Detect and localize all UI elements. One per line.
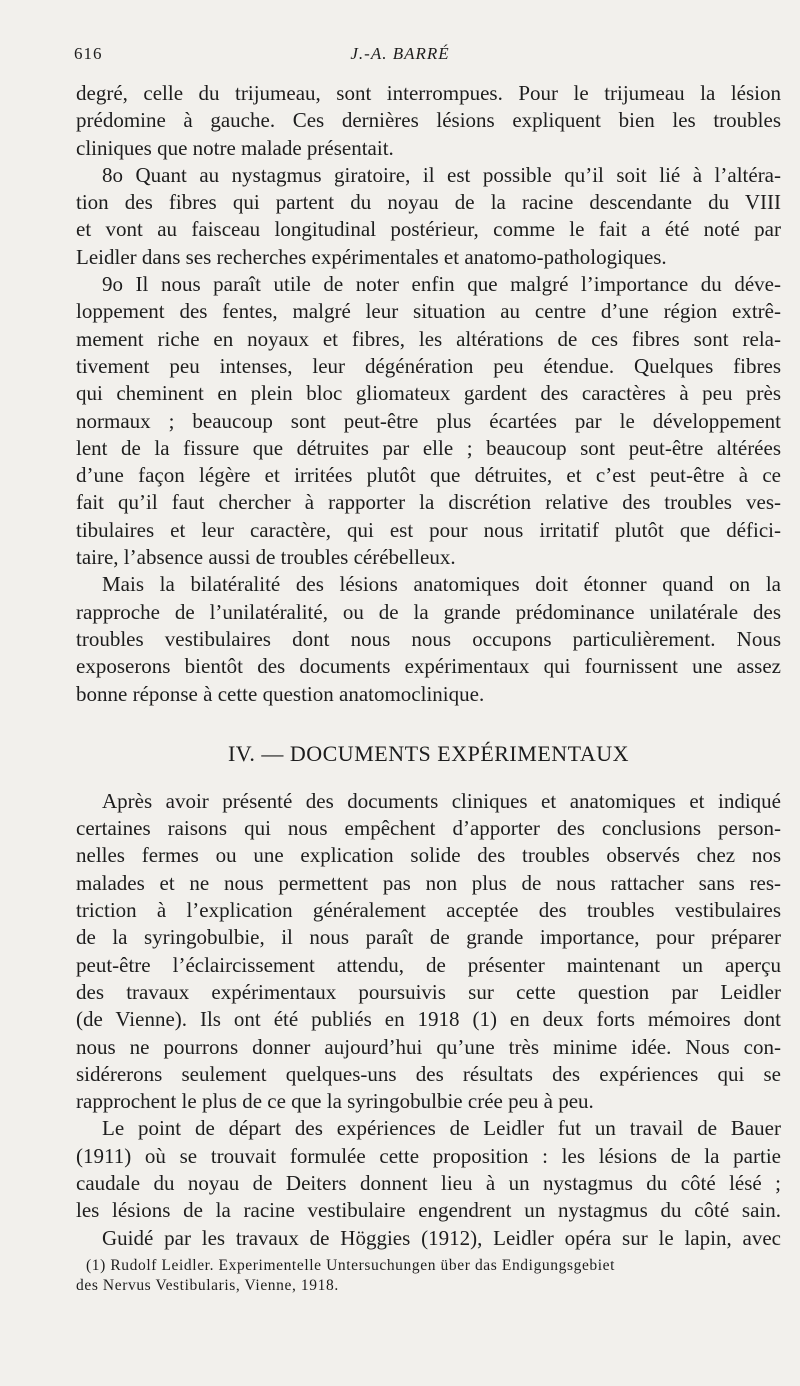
footnote-line: des Nervus Vestibularis, Vienne, 1918. [76, 1277, 339, 1294]
text-line: des travaux expérimentaux poursuivis sur cette question par Leidler [76, 979, 781, 1004]
text-line: Le point de départ des expériences de Leidler fut un travail de Bauer [102, 1116, 781, 1141]
text-line: tivement peu intenses, leur dégénération peu étendue. Quelques fibres [76, 353, 781, 378]
text-line: certaines raisons qui nous empêchent d’apporter des conclusions person- [76, 816, 781, 841]
text-line: Mais la bilatéralité des lésions anatomiques doit étonner quand on la [102, 572, 781, 597]
text-line: (1911) où se trouvait formulée cette proposition : les lésions de la partie [76, 1143, 781, 1168]
text-line: qui cheminent en plein bloc gliomateux gardent des caractères à peu près [76, 381, 781, 406]
text-line: (de Vienne). Ils ont été publiés en 1918 (1) en deux forts mémoires dont [76, 1007, 781, 1032]
text-line: taire, l’absence aussi de troubles cérébelleux. [76, 545, 456, 570]
text-line: caudale du noyau de Deiters donnent lieu à un nystagmus du côté lésé ; [76, 1170, 781, 1195]
text-line: de la syringobulbie, il nous paraît de grande importance, pour préparer [76, 925, 781, 950]
text-line: Leidler dans ses recherches expérimentales et anatomo-pathologiques. [76, 244, 667, 269]
text-line: peut-être l’éclaircissement attendu, de présenter maintenant un aperçu [76, 952, 781, 977]
text-line: 8o Quant au nystagmus giratoire, il est possible qu’il soit lié à l’altéra- [102, 162, 781, 187]
text-line: nous ne pourrons donner aujourd’hui qu’une très minime idée. Nous con- [76, 1034, 781, 1059]
text-line: 9o Il nous paraît utile de noter enfin que malgré l’importance du déve- [102, 272, 781, 297]
footnote-line: (1) Rudolf Leidler. Experimentelle Untersuchungen über das Endigungsgebiet [86, 1257, 616, 1274]
text-line: exposerons bientôt des documents expérimentaux qui fournissent une assez [76, 654, 781, 679]
body-text [76, 80, 781, 1252]
paragraph-7 [76, 1225, 781, 1252]
text-line: loppement des fentes, malgré leur situation au centre d’une région extrê- [76, 299, 781, 324]
text-line: fait qu’il faut chercher à rapporter la discrétion relative des troubles ves- [76, 490, 781, 515]
paragraph-4 [76, 571, 781, 707]
text-line: normaux ; beaucoup sont peut-être plus écartées par le développement [76, 408, 781, 433]
text-line: triction à l’explication généralement acceptée des troubles vestibulaires [76, 898, 781, 923]
footnote [76, 1256, 781, 1296]
paragraph-1 [76, 80, 781, 162]
text-line: tibulaires et leur caractère, qui est pour nous irritatif plutôt que défici- [76, 517, 781, 542]
paragraph-5 [76, 788, 781, 1116]
text-line: d’une façon légère et irritées plutôt que détruites, et c’est peut-être à ce [76, 463, 781, 488]
text-line: rapprochent le plus de ce que la syringobulbie crée peu à peu. [76, 1089, 594, 1114]
text-line: lent de la fissure que détruites par elle ; beaucoup sont peut-être altérées [76, 435, 781, 460]
paragraph-2 [76, 162, 781, 271]
text-line: mement riche en noyaux et fibres, les altérations de ces fibres sont rela- [76, 326, 781, 351]
text-line: rapproche de l’unilatéralité, ou de la grande prédominance unilatérale des [76, 599, 781, 624]
text-line: et vont au faisceau longitudinal postérieur, comme le fait a été noté par [76, 217, 781, 242]
text-line: Guidé par les travaux de Höggies (1912), Leidler opéra sur le lapin, avec [102, 1225, 781, 1250]
paragraph-6 [76, 1115, 781, 1224]
text-line: troubles vestibulaires dont nous nous occupons particulièrement. Nous [76, 626, 781, 651]
text-line: les lésions de la racine vestibulaire engendrent un nystagmus du côté sain. [76, 1198, 781, 1223]
text-line: bonne réponse à cette question anatomoclinique. [76, 681, 485, 706]
paragraph-3 [76, 271, 781, 571]
running-head: J.-A. BARRÉ [350, 44, 450, 63]
section-title: IV. — DOCUMENTS EXPÉRIMENTAUX [227, 740, 629, 766]
page-number: 616 [74, 44, 103, 63]
text-line: cliniques que notre malade présentait. [76, 135, 394, 160]
text-line: Après avoir présenté des documents cliniques et anatomiques et indiqué [102, 788, 781, 813]
page-header [0, 44, 800, 68]
text-line: malades et ne nous permettent pas non plus de nous rattacher sans res- [76, 870, 781, 895]
text-line: sidérerons seulement quelques-uns des résultats des expériences qui se [76, 1061, 781, 1086]
text-line: tion des fibres qui partent du noyau de la racine descendante du VIII [76, 190, 781, 215]
text-line: prédomine à gauche. Ces dernières lésions expliquent bien les troubles [76, 108, 781, 133]
text-line: nelles fermes ou une explication solide des troubles observés chez nos [76, 843, 781, 868]
text-line: degré, celle du trijumeau, sont interrompues. Pour le trijumeau la lésion [76, 81, 781, 105]
